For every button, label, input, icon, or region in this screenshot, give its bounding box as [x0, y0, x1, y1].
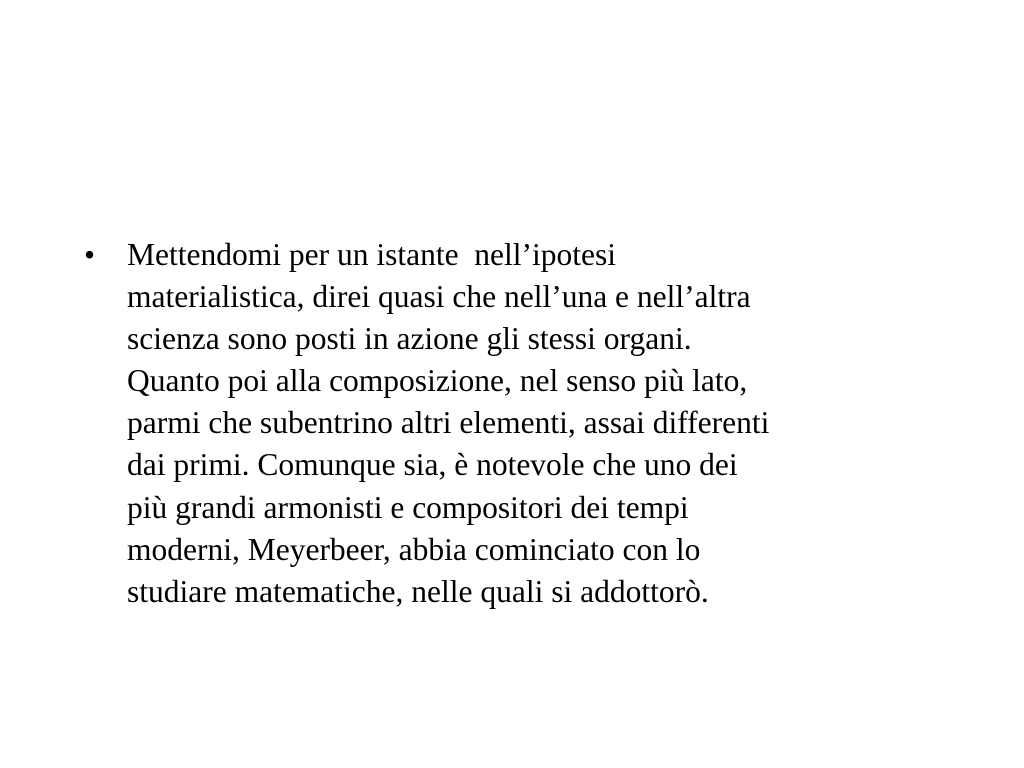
- bullet-text-line: più grandi armonisti e compositori dei tempi: [127, 489, 689, 525]
- bullet-text-line: materialistica, direi quasi che nell’una e nell’altra: [127, 279, 751, 315]
- bullet-icon: •: [84, 237, 96, 272]
- bullet-text-line: dai primi. Comunque sia, è notevole che uno dei: [127, 447, 738, 483]
- bullet-text-line: scienza sono posti in azione gli stessi organi.: [127, 321, 692, 357]
- bullet-text-line: parmi che subentrino altri elementi, assai differenti: [127, 405, 770, 441]
- bullet-list: [84, 234, 964, 613]
- bullet-text-line: moderni, Meyerbeer, abbia cominciato con lo: [127, 531, 701, 567]
- bullet-text-line: studiare matematiche, nelle quali si addottorò.: [127, 573, 709, 609]
- bullet-text-line: Quanto poi alla composizione, nel senso più lato,: [127, 363, 748, 399]
- bullet-item: [84, 234, 964, 613]
- bullet-text-line: Mettendomi per un istante nell’ipotesi: [127, 237, 617, 272]
